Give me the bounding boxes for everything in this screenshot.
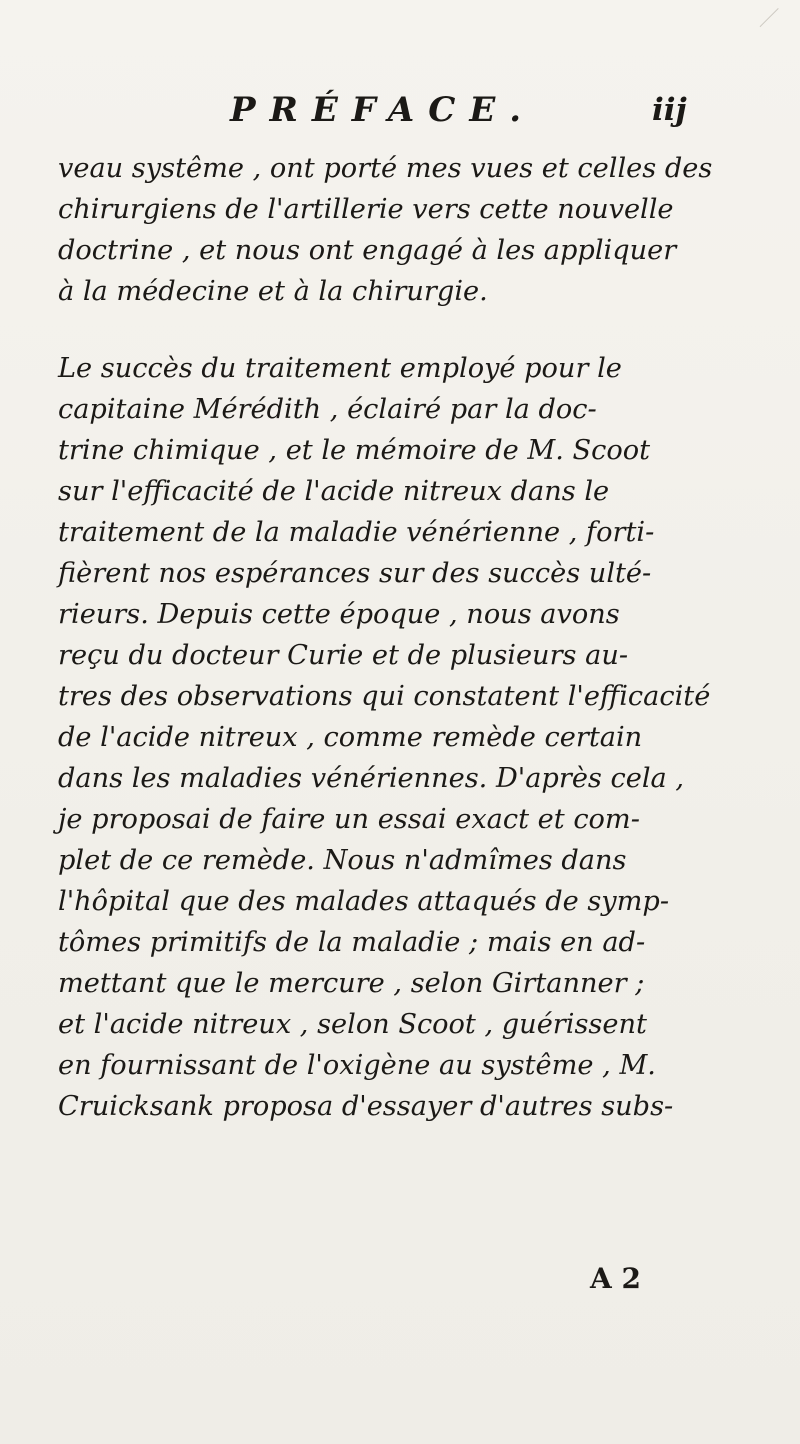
text-line: en fournissant de l'oxigène au systême , M. xyxy=(58,1050,656,1081)
text-line: l'hôpital que des malades attaqués de symp- xyxy=(58,886,670,917)
text-line: je proposai de faire un essai exact et com- xyxy=(58,804,640,835)
text-line: trine chimique , et le mémoire de M. Scoot xyxy=(58,435,650,466)
text-line: rieurs. Depuis cette époque , nous avons xyxy=(58,599,620,630)
text-line: Le succès du traitement employé pour le xyxy=(58,353,622,384)
text-line: reçu du docteur Curie et de plusieurs au- xyxy=(58,640,629,671)
text-line: capitaine Mérédith , éclairé par la doc- xyxy=(58,394,597,425)
page-header xyxy=(0,90,800,134)
text-line: plet de ce remède. Nous n'admîmes dans xyxy=(58,845,627,876)
paragraph-1 xyxy=(58,148,758,312)
text-line: mettant que le mercure , selon Girtanner ; xyxy=(58,968,645,999)
text-line: et l'acide nitreux , selon Scoot , guérissent xyxy=(58,1009,647,1040)
paragraph-gap xyxy=(58,312,758,348)
text-line: tres des observations qui constatent l'efficacité xyxy=(58,681,711,712)
text-line: doctrine , et nous ont engagé à les appliquer xyxy=(58,235,677,266)
text-line: fièrent nos espérances sur des succès ulté- xyxy=(58,558,652,589)
running-title: PRÉFACE. xyxy=(230,90,536,130)
paragraph-2 xyxy=(58,348,758,1127)
text-line: veau systême , ont porté mes vues et celles des xyxy=(58,153,713,184)
page-corner-mark xyxy=(760,8,797,45)
text-line: sur l'efficacité de l'acide nitreux dans le xyxy=(58,476,610,507)
page-number: iij xyxy=(652,92,687,128)
text-line: traitement de la maladie vénérienne , forti- xyxy=(58,517,655,548)
text-line: dans les maladies vénériennes. D'après cela , xyxy=(58,763,685,794)
text-line: de l'acide nitreux , comme remède certain xyxy=(58,722,643,753)
text-line: à la médecine et à la chirurgie. xyxy=(58,276,488,307)
text-line: tômes primitifs de la maladie ; mais en ad- xyxy=(58,927,646,958)
body-text xyxy=(58,148,758,1127)
signature-mark: A 2 xyxy=(590,1262,641,1295)
text-line: chirurgiens de l'artillerie vers cette nouvelle xyxy=(58,194,674,225)
text-line: Cruicksank proposa d'essayer d'autres subs- xyxy=(58,1091,674,1122)
